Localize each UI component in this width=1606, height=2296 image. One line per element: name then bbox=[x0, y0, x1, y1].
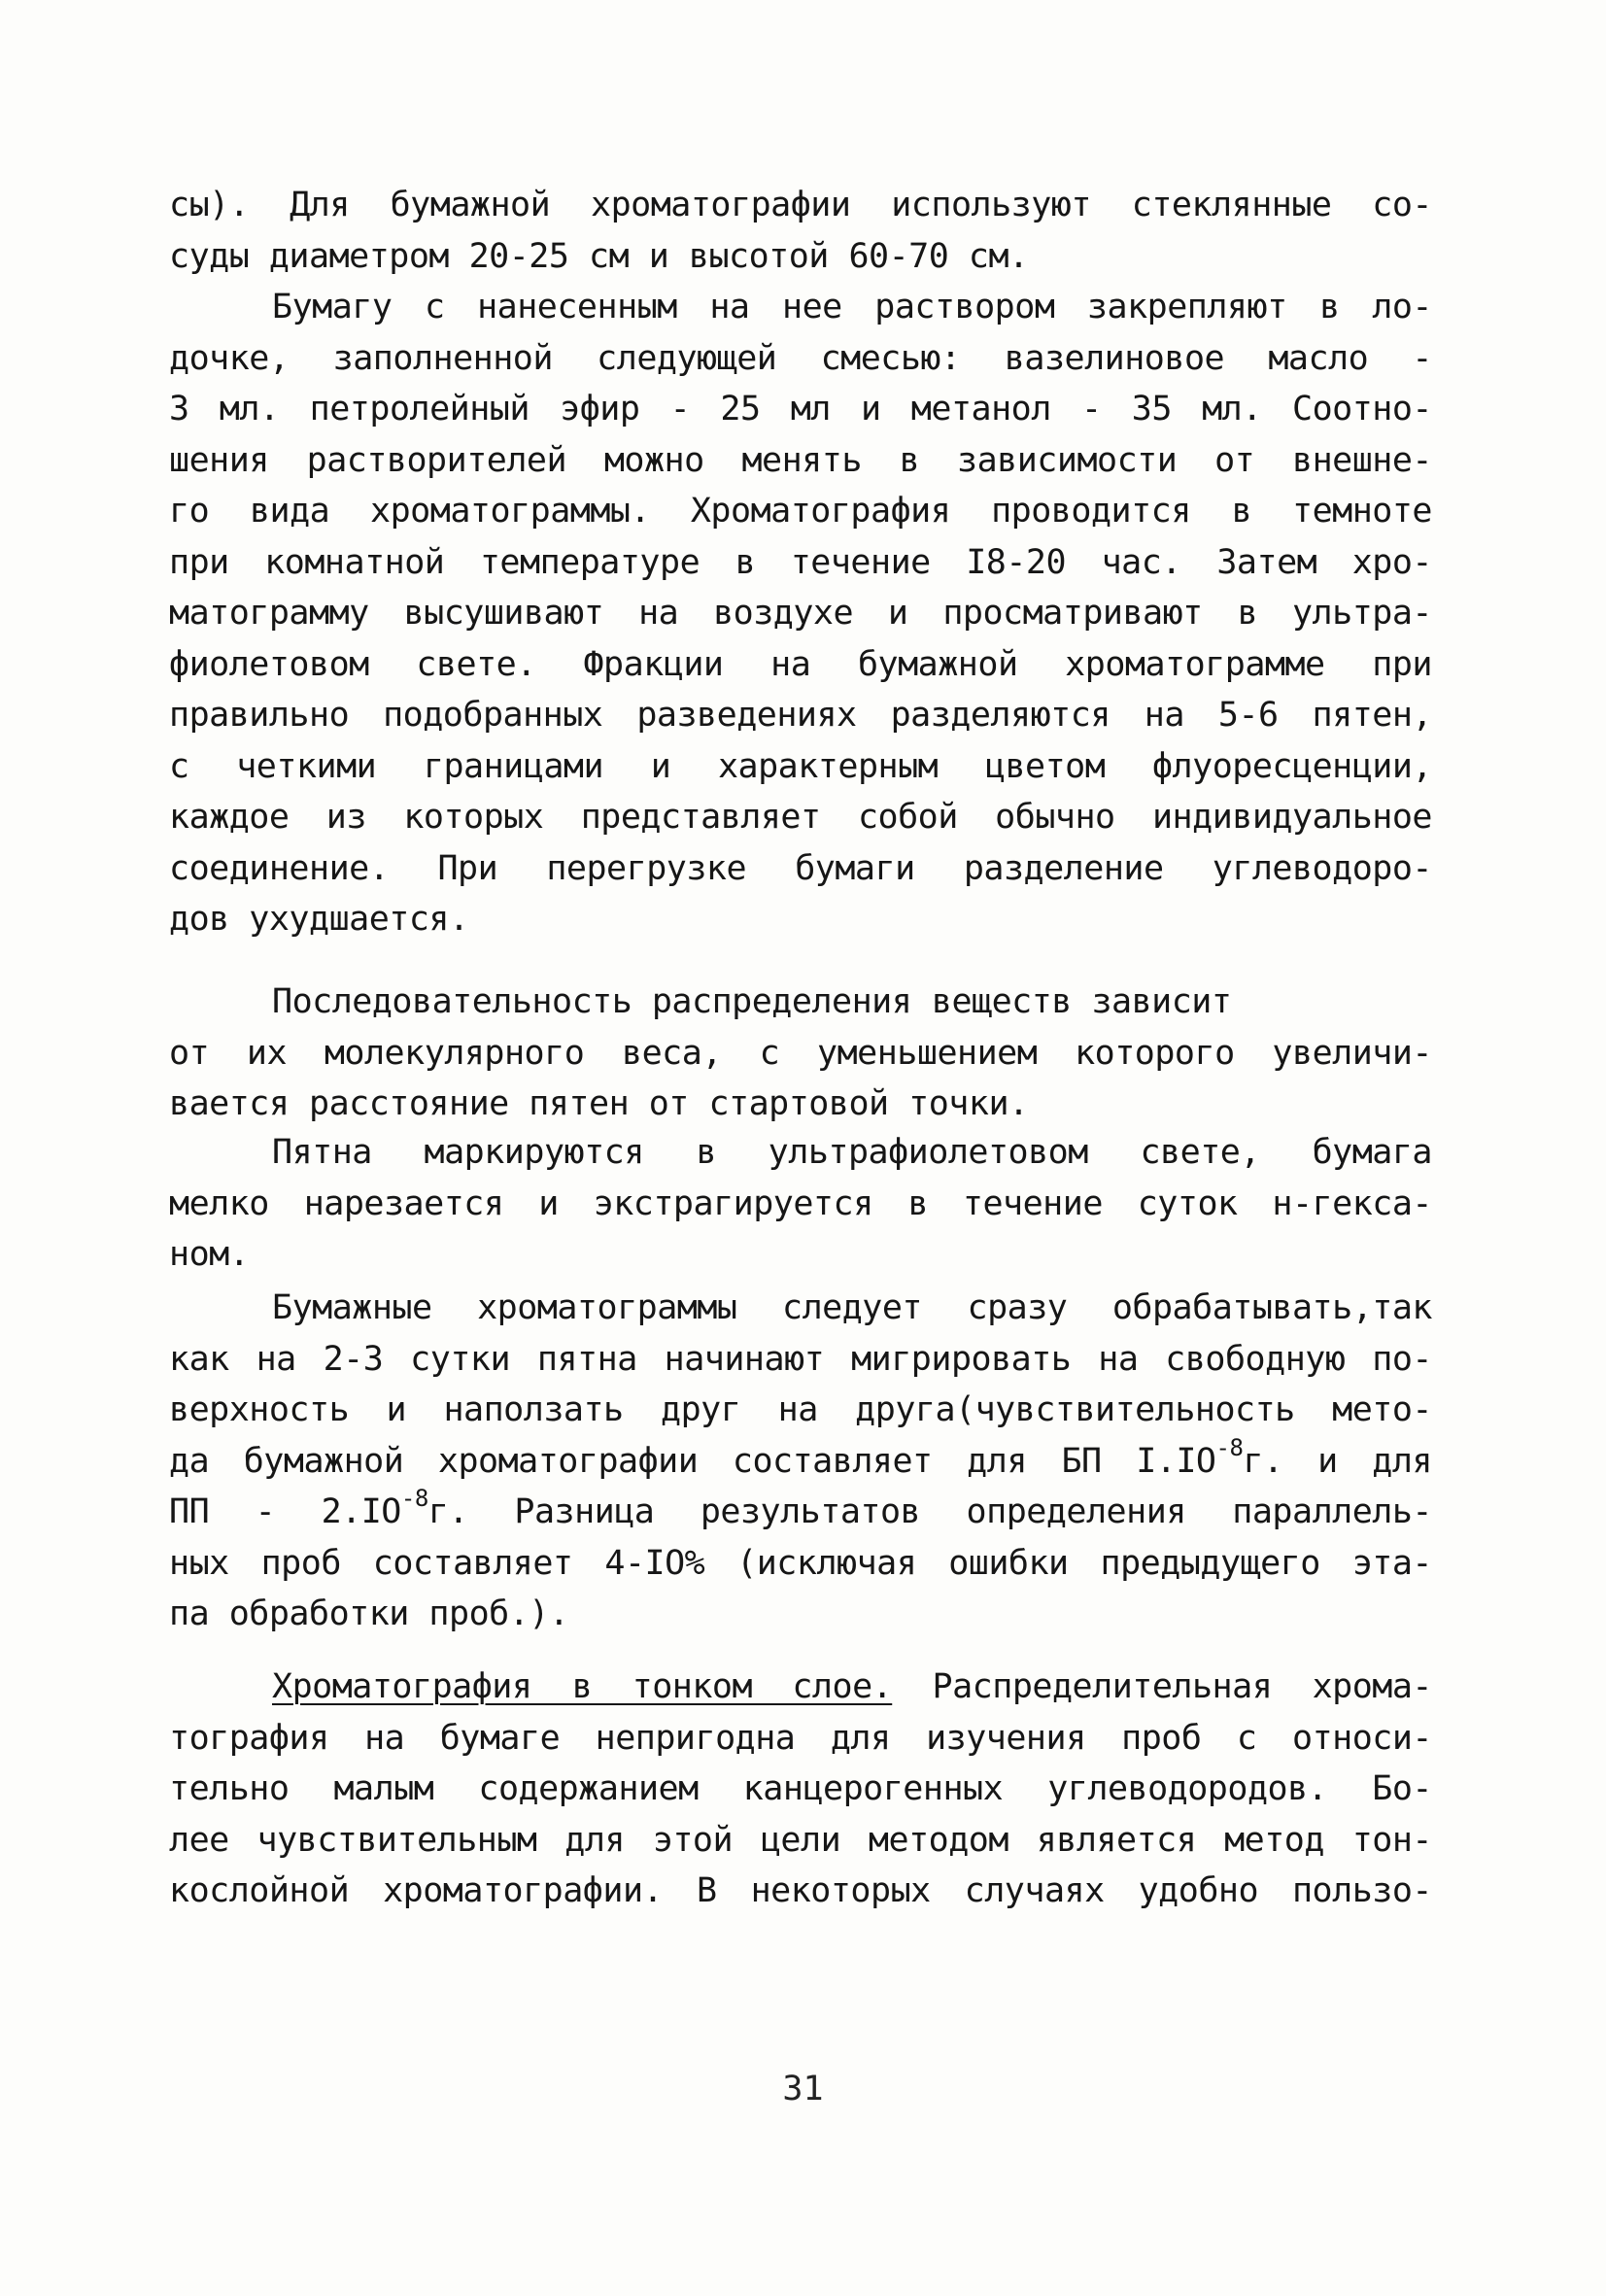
text-line: при комнатной температуре в течение I8-20 час. Затем хро- bbox=[169, 542, 1432, 582]
text-line: Бумажные хроматограммы следует сразу обрабатывать,так bbox=[272, 1288, 1432, 1327]
text-line-with-heading bbox=[169, 1662, 1432, 1713]
paragraph-2 bbox=[169, 282, 1432, 945]
paragraph-4 bbox=[169, 1127, 1432, 1281]
text-line-with-exponent bbox=[169, 1487, 1432, 1538]
text-line: кослойной хроматографии. В некоторых случаях удобно пользо- bbox=[169, 1871, 1432, 1910]
text-line: шения растворителей можно менять в зависимости от внешне- bbox=[169, 440, 1432, 480]
text-line: дов ухудшается. bbox=[169, 900, 469, 939]
text-line: лее чувствительным для этой цели методом является метод тон- bbox=[169, 1820, 1432, 1860]
text-line: соединение. При перегрузке бумаги разделение углеводоро- bbox=[169, 848, 1432, 888]
text-line: сы). Для бумажной хроматографии используют стеклянные со- bbox=[169, 186, 1432, 224]
text-line-with-exponent bbox=[169, 1433, 1432, 1488]
text-line: фиолетовом свете. Фракции на бумажной хроматограмме при bbox=[169, 644, 1432, 684]
exponent: -8 bbox=[400, 1485, 428, 1513]
section-heading: Хроматография в тонком слое. bbox=[272, 1667, 893, 1706]
paragraph-6 bbox=[169, 1662, 1432, 1917]
paragraph-5 bbox=[169, 1283, 1432, 1640]
exponent: -8 bbox=[1215, 1433, 1244, 1461]
text-line: го вида хроматограммы. Хроматография проводится в темноте bbox=[169, 492, 1432, 531]
text-line: мелко нарезается и экстрагируется в течение суток н-гекса- bbox=[169, 1183, 1432, 1223]
text-line: правильно подобранных разведениях разделяются на 5-6 пятен, bbox=[169, 696, 1432, 735]
text-line: вается расстояние пятен от стартовой точки. bbox=[169, 1084, 1029, 1123]
text-line: ных проб составляет 4-IO% (исключая ошибки предыдущего эта- bbox=[169, 1543, 1432, 1583]
text-line: ном. bbox=[169, 1235, 250, 1274]
text-line: каждое из которых представляет собой обычно индивидуальное bbox=[169, 798, 1432, 837]
text-line: суды диаметром 20-25 см и высотой 60-70 см. bbox=[169, 236, 1029, 276]
paragraph-3 bbox=[169, 977, 1432, 1130]
text-line: как на 2-3 сутки пятна начинают мигрировать на свободную по- bbox=[169, 1339, 1432, 1379]
text-line: Последовательность распределения веществ зависит bbox=[272, 982, 1232, 1021]
text-segment: ПП - 2.IO bbox=[169, 1492, 401, 1531]
text-line: Пятна маркируются в ультрафиолетовом свете, бумага bbox=[272, 1133, 1432, 1172]
text-line: 3 мл. петролейный эфир - 25 мл и метанол - 35 мл. Соотно- bbox=[169, 390, 1432, 428]
text-line: дочке, заполненной следующей смесью: вазелиновое масло - bbox=[169, 338, 1432, 378]
text-line: матограмму высушивают на воздухе и просматривают в ультра- bbox=[169, 594, 1432, 633]
text-line: от их молекулярного веса, с уменьшением которого увеличи- bbox=[169, 1033, 1432, 1073]
text-segment: г. Разница результатов определения параллель- bbox=[427, 1492, 1432, 1531]
text-line: тельно малым содержанием канцерогенных углеводородов. Бо- bbox=[169, 1769, 1432, 1808]
text-segment: г. и для bbox=[1243, 1441, 1432, 1481]
text-line: верхность и наползать друг на друга(чувствительность мето- bbox=[169, 1390, 1432, 1429]
text-line: с четкими границами и характерным цветом флуоресценции, bbox=[169, 746, 1432, 786]
text-line: Бумагу с нанесенным на нее раствором закрепляют в ло- bbox=[272, 288, 1432, 326]
text-segment: да бумажной хроматографии составляет для БП I.IO bbox=[169, 1441, 1216, 1481]
text-line: па обработки проб.). bbox=[169, 1594, 569, 1633]
text-line: тография на бумаге непригодна для изучения проб с относи- bbox=[169, 1718, 1432, 1758]
paragraph-1 bbox=[169, 180, 1432, 282]
page-number: 31 bbox=[782, 2070, 824, 2108]
text-segment: Распределительная хрома- bbox=[892, 1667, 1433, 1706]
